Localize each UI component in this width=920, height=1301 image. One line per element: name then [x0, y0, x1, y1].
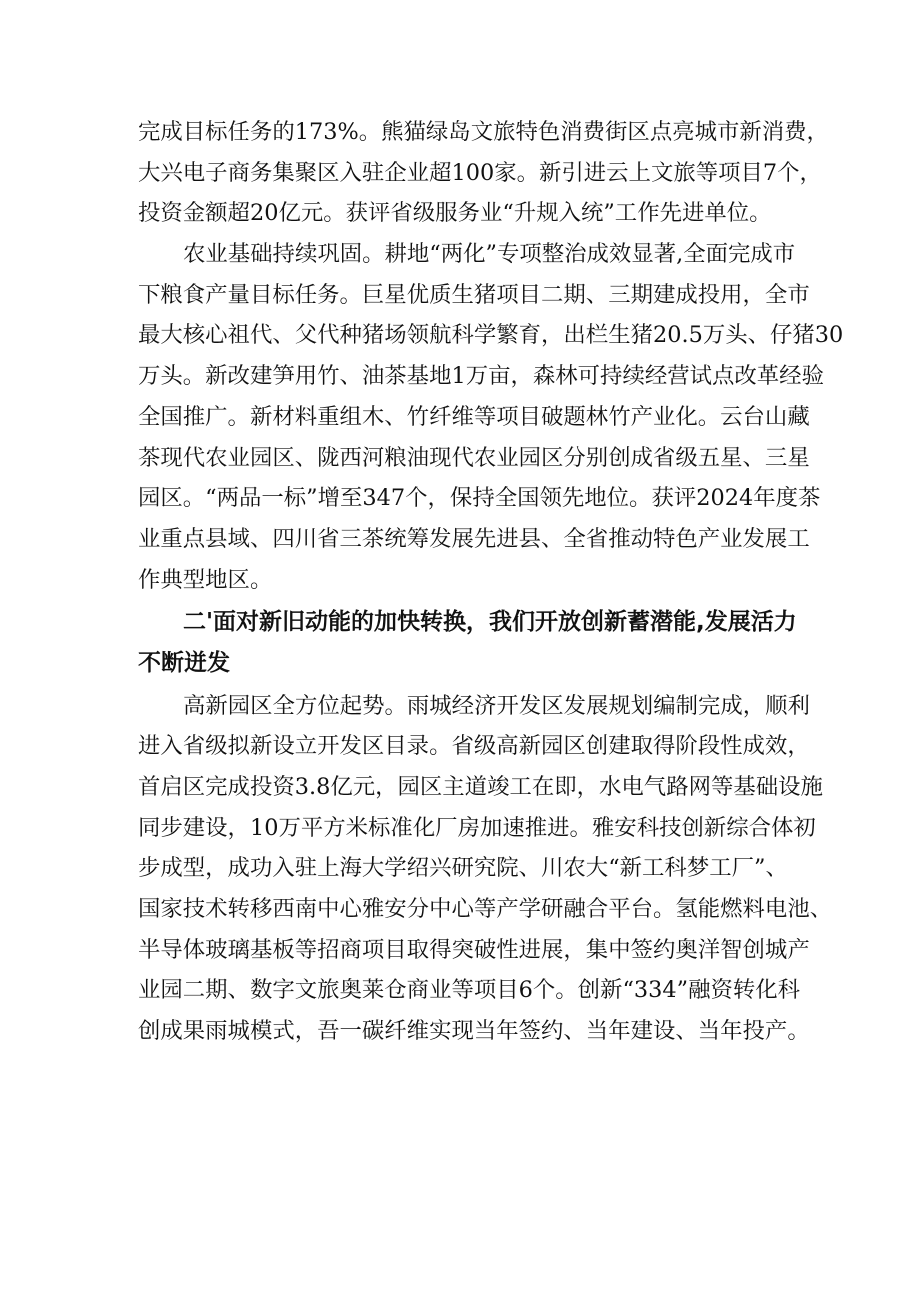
text-line: 全国推广。新材料重组木、竹纤维等项目破题林竹产业化。云台山藏: [138, 403, 810, 430]
paragraph-hightech-park: [138, 686, 833, 1052]
text-line: 业园二期、数字文旅奥莱仓商业等项目6个。创新“334”融资转化科: [138, 977, 801, 1004]
section-heading: [138, 602, 797, 683]
text-line: 投资金额超20亿元。获评省级服务业“升规入统”工作先进单位。: [138, 200, 772, 227]
text-line: 国家技术转移西南中心雅安分中心等产学研融合平台。氢能燃料电池、: [138, 896, 833, 923]
text-line: 农业基础持续巩固。耕地“两化”专项整治成效显著,全面完成市: [183, 241, 796, 268]
text-line: 作典型地区。: [138, 566, 273, 593]
text-line: 业重点县域、四川省三茶统筹发展先进县、全省推动特色产业发展工: [138, 525, 810, 552]
paragraph-agriculture: [138, 234, 844, 600]
text-line: 万头。新改建笋用竹、油茶基地1万亩，森林可持续经营试点改革经验: [138, 363, 824, 390]
heading-line: 不断迸发: [138, 649, 230, 676]
paragraph-services: [138, 112, 829, 234]
text-line: 半导体玻璃基板等招商项目取得突破性进展，集中签约奥洋智创城产: [138, 936, 810, 963]
text-line: 首启区完成投资3.8亿元，园区主道竣工在即，水电气路网等基础设施: [138, 774, 823, 800]
document-page: [138, 112, 844, 1052]
text-line: 创成果雨城模式，吾一碳纤维实现当年签约、当年建设、当年投产。: [138, 1018, 810, 1045]
text-line: 茶现代农业园区、陇西河粮油现代农业园区分别创成省级五星、三星: [138, 444, 810, 471]
text-line: 最大核心祖代、父代种猪场领航科学繁育，出栏生猪20.5万头、仔猪30: [138, 322, 844, 349]
text-line: 大兴电子商务集聚区入驻企业超100家。新引进云上文旅等项目7个，: [138, 159, 822, 186]
text-line: 园区。“两品一标”增至347个，保持全国领先地位。获评2024年度茶: [138, 485, 821, 512]
text-line: 高新园区全方位起势。雨城经济开发区发展规划编制完成，顺利: [183, 692, 810, 719]
text-line: 步成型，成功入驻上海大学绍兴研究院、川农大“新工科梦工厂”、: [138, 855, 788, 882]
text-line: 下粮食产量目标任务。巨星优质生猪项目二期、三期建成投用，全市: [138, 281, 810, 308]
text-line: 进入省级拟新设立开发区目录。省级高新园区创建取得阶段性成效，: [138, 733, 810, 760]
heading-line: 二'面对新旧动能的加快转换，我们开放创新蓄潜能,发展活力: [183, 609, 797, 636]
text-line: 完成目标任务的173%。熊猫绿岛文旅特色消费街区点亮城市新消费，: [138, 119, 829, 145]
text-line: 同步建设，10万平方米标准化厂房加速推进。雅安科技创新综合体初: [138, 814, 816, 841]
